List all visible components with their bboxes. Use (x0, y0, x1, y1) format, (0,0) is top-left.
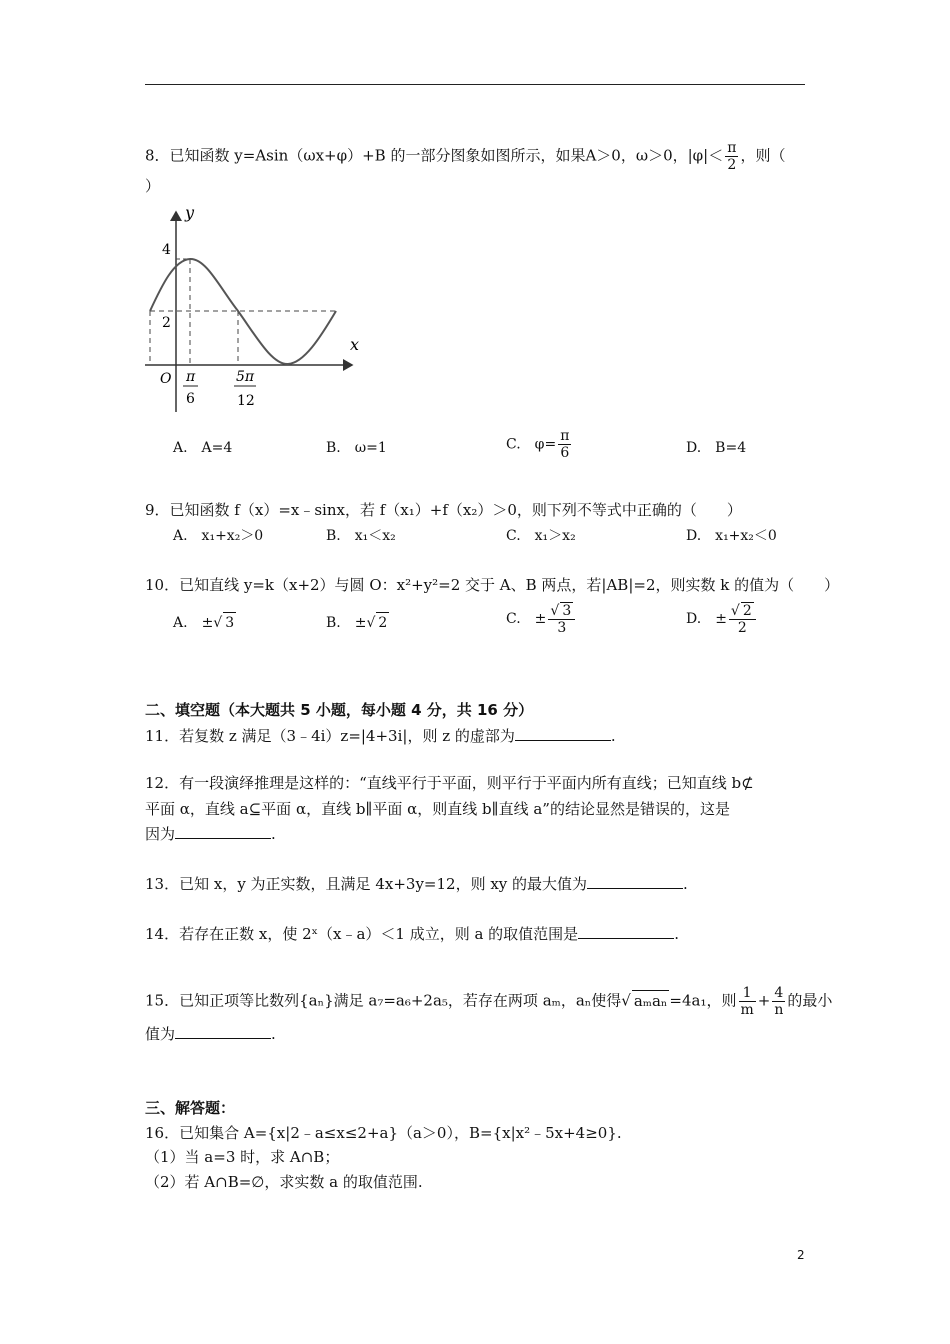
answer-blank (578, 924, 674, 939)
x-axis-label: x (350, 335, 360, 354)
q9-option-c: C. x₁＞x₂ (506, 528, 576, 544)
answer-blank (515, 726, 611, 741)
tick-pi6-den: 6 (186, 391, 195, 407)
section2-title: 二、填空题（本大题共 5 小题，每小题 4 分，共 16 分） (145, 701, 534, 719)
answer-blank (175, 1024, 271, 1039)
q9-option-b: B. x₁＜x₂ (326, 528, 396, 544)
page-number: 2 (797, 1248, 805, 1262)
q8-option-b: B. ω=1 (326, 440, 387, 456)
q10-stem: 10．已知直线 y=k（x+2）与圆 O：x²+y²=2 交于 A、B 两点，若|AB|=2，则实数 k 的值为（ ） (145, 576, 840, 594)
q8-option-a: A. A=4 (173, 440, 233, 456)
q9-option-a: A. x₁+x₂＞0 (173, 528, 264, 544)
tick-5pi12-den: 12 (237, 393, 255, 409)
answer-blank (175, 824, 271, 839)
q16-part2: （2）若 A∩B=∅，求实数 a 的取值范围. (145, 1173, 423, 1191)
tick-5pi12-num: 5π (236, 369, 255, 385)
q15-line2: 值为 . (145, 1025, 276, 1043)
q9-option-d: D. x₁+x₂＜0 (686, 528, 777, 544)
q16-part1: （1）当 a=3 时，求 A∩B； (145, 1148, 340, 1166)
tick-y2: 2 (162, 315, 171, 331)
q8-close: ） (145, 177, 161, 195)
q8-graph (140, 200, 370, 415)
q10-option-c: C. ± $\frac{√ 3}{3}$ (506, 602, 577, 636)
header-rule (145, 84, 805, 85)
q16-stem: 16．已知集合 A={x|2﹣a≤x≤2+a}（a＞0），B={x|x²﹣5x+4≥0}. (145, 1124, 622, 1142)
origin-label: O (160, 371, 172, 387)
q8-frac: $\frac{\pi}{2}$ (727, 140, 737, 173)
y-axis-label: y (185, 203, 195, 222)
sine-curve (150, 259, 336, 364)
q12-line2: 平面 α，直线 a⊆平面 α，直线 b∥平面 α，则直线 b∥直线 a”的结论显然是错误的，这是 (145, 800, 730, 818)
q8-option-c: C. φ= $\frac{\pi}{6}$ (506, 428, 570, 461)
section3-title: 三、解答题： (145, 1099, 236, 1117)
tick-y4: 4 (162, 242, 171, 258)
q9-stem: 9．已知函数 f（x）=x﹣sinx，若 f（x₁）+f（x₂）＞0，则下列不等式中正确的（ ） (145, 501, 742, 519)
q12-line3: 因为 . (145, 825, 276, 843)
answer-blank (587, 874, 683, 889)
q8-stem: 8．已知函数 y=Asin（ωx+φ）+B 的一部分图象如图所示，如果A＞0，ω＞0，|φ|＜ $\frac{\pi}{2}$ ，则（ (145, 140, 786, 173)
q10-option-b: B. ±√ 2 (326, 612, 389, 633)
q14: 14．若存在正数 x，使 2ˣ（x﹣a）＜1 成立，则 a 的取值范围是 . (145, 925, 679, 943)
q11: 11．若复数 z 满足（3﹣4i）z=|4+3i|，则 z 的虚部为 . (145, 727, 616, 745)
q13: 13．已知 x，y 为正实数，且满足 4x+3y=12，则 xy 的最大值为 . (145, 875, 688, 893)
q15-line1: 15．已知正项等比数列{aₙ}满足 a₇=a₆+2a₅，若存在两项 aₘ，aₙ使得√ aₘaₙ =4a₁，则 $\frac{1}{m}$ + $\frac{4}{n}$ 的最小 (145, 985, 833, 1018)
q12-line1: 12．有一段演绎推理是这样的：“直线平行于平面，则平行于平面内所有直线；已知直线 b⊄ (145, 774, 754, 792)
q10-option-a: A. ±√ 3 (173, 612, 236, 633)
q10-option-d: D. ± $\frac{√ 2}{2}$ (686, 602, 758, 636)
tick-pi6-num: π (186, 369, 196, 385)
q8-option-d: D. B=4 (686, 440, 747, 456)
